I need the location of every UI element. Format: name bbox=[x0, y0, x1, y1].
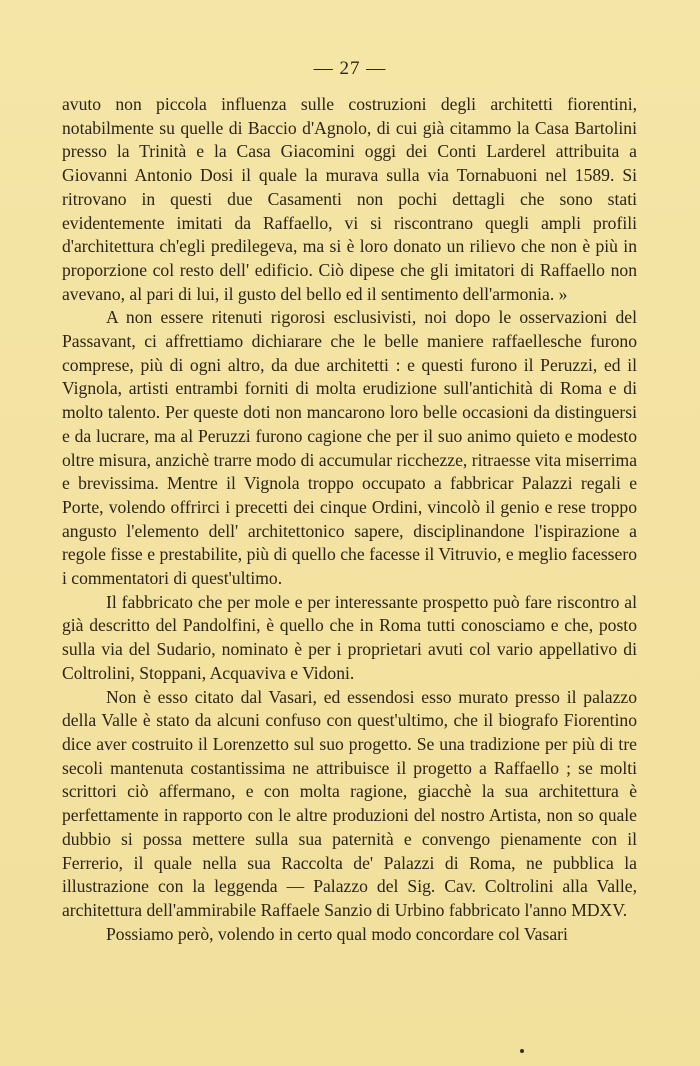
paragraph-5: Possiamo però, volendo in certo qual modo concordare col Vasari bbox=[106, 923, 568, 944]
ink-speck bbox=[520, 1049, 524, 1053]
paragraph-2: A non essere ritenuti rigorosi esclusivisti, noi dopo le osservazioni del Passavant, ci affrettiamo dichiarare che le belle maniere raffaellesche furono comprese, più di ogni altro, da due architetti : e questi furono il Peruzzi, ed il Vignola, artisti entrambi forniti di molta erudizione sull'antichità di Roma e di molto talento. Per queste doti non mancarono loro belle occasioni da distinguersi e da lucrare, ma al Peruzzi furono cagione che per il suo animo quieto e modesto oltre misura, anzichè trarre modo di accumular ricchezze, ritraesse vita miserrima e brevissima. Mentre il Vignola troppo occupato a fabbricar Palazzi regali e Porte, volendo offrirci i precetti dei cinque Ordini, vincolò il genio e rese troppo angusto l'elemento dell' architettonico sapere, disciplinandone l'ispirazione a regole fisse e prestabilite, più di quello che facesse il Vitruvio, e meglio facessero i commentatori di quest'ultimo. bbox=[62, 307, 637, 589]
paragraph-4: Non è esso citato dal Vasari, ed essendosi esso murato presso il palazzo della Valle è stato da alcuni confuso con quest'ultimo, che il biografo Fiorentino dice aver costruito il Lorenzetto sul suo progetto. Se una tradizione per più di tre secoli mantenuta costantissima ne attribuisce il progetto a Raffaello ; se molti scrittori ciò affermano, e con molta ragione, giacchè la sua architettura è perfettamente in rapporto con le altre produzioni del nostro Artista, non so quale dubbio si possa mettere sulla sua paternità e convengo pienamente con il Ferrerio, il quale nella sua Raccolta de' Palazzi di Roma, ne pubblica la illustrazione con la leggenda — Palazzo del Sig. Cav. Coltrolini alla Valle, architettura dell'ammirabile Raffaele Sanzio di Urbino fabbricato l'anno MDXV. bbox=[62, 686, 637, 920]
page-number: — 27 — bbox=[313, 58, 387, 79]
paragraph-1: avuto non piccola influenza sulle costruzioni degli architetti fiorentini, notabilmente su quelle di Baccio d'Agnolo, di cui già citammo la Casa Bartolini presso la Trinità e la Casa Giacomini oggi dei Conti Larderel attribuita a Giovanni Antonio Dosi il quale la murava sulla via Tornabuoni nel 1589. Si ritrovano in questi due Casamenti non pochi dettagli che sono stati evidentemente imitati da Raffaello, vi si riscontrano quegli ampli profili d'architettura ch'egli predilegeva, ma si è loro donato un rilievo che non è più in proporzione col resto dell' edificio. Ciò dipese che gli imitatori di Raffaello non avevano, al pari di lui, il gusto del bello ed il sentimento dell'armonia. » bbox=[62, 94, 637, 304]
body-text bbox=[62, 93, 637, 946]
paragraph-3: Il fabbricato che per mole e per interessante prospetto può fare riscontro al già descritto del Pandolfini, è quello che in Roma tutti conosciamo e che, posto sulla via del Sudario, nominato è per i proprietari avuti col vario appellativo di Coltrolini, Stoppani, Acquaviva e Vidoni. bbox=[62, 591, 637, 683]
